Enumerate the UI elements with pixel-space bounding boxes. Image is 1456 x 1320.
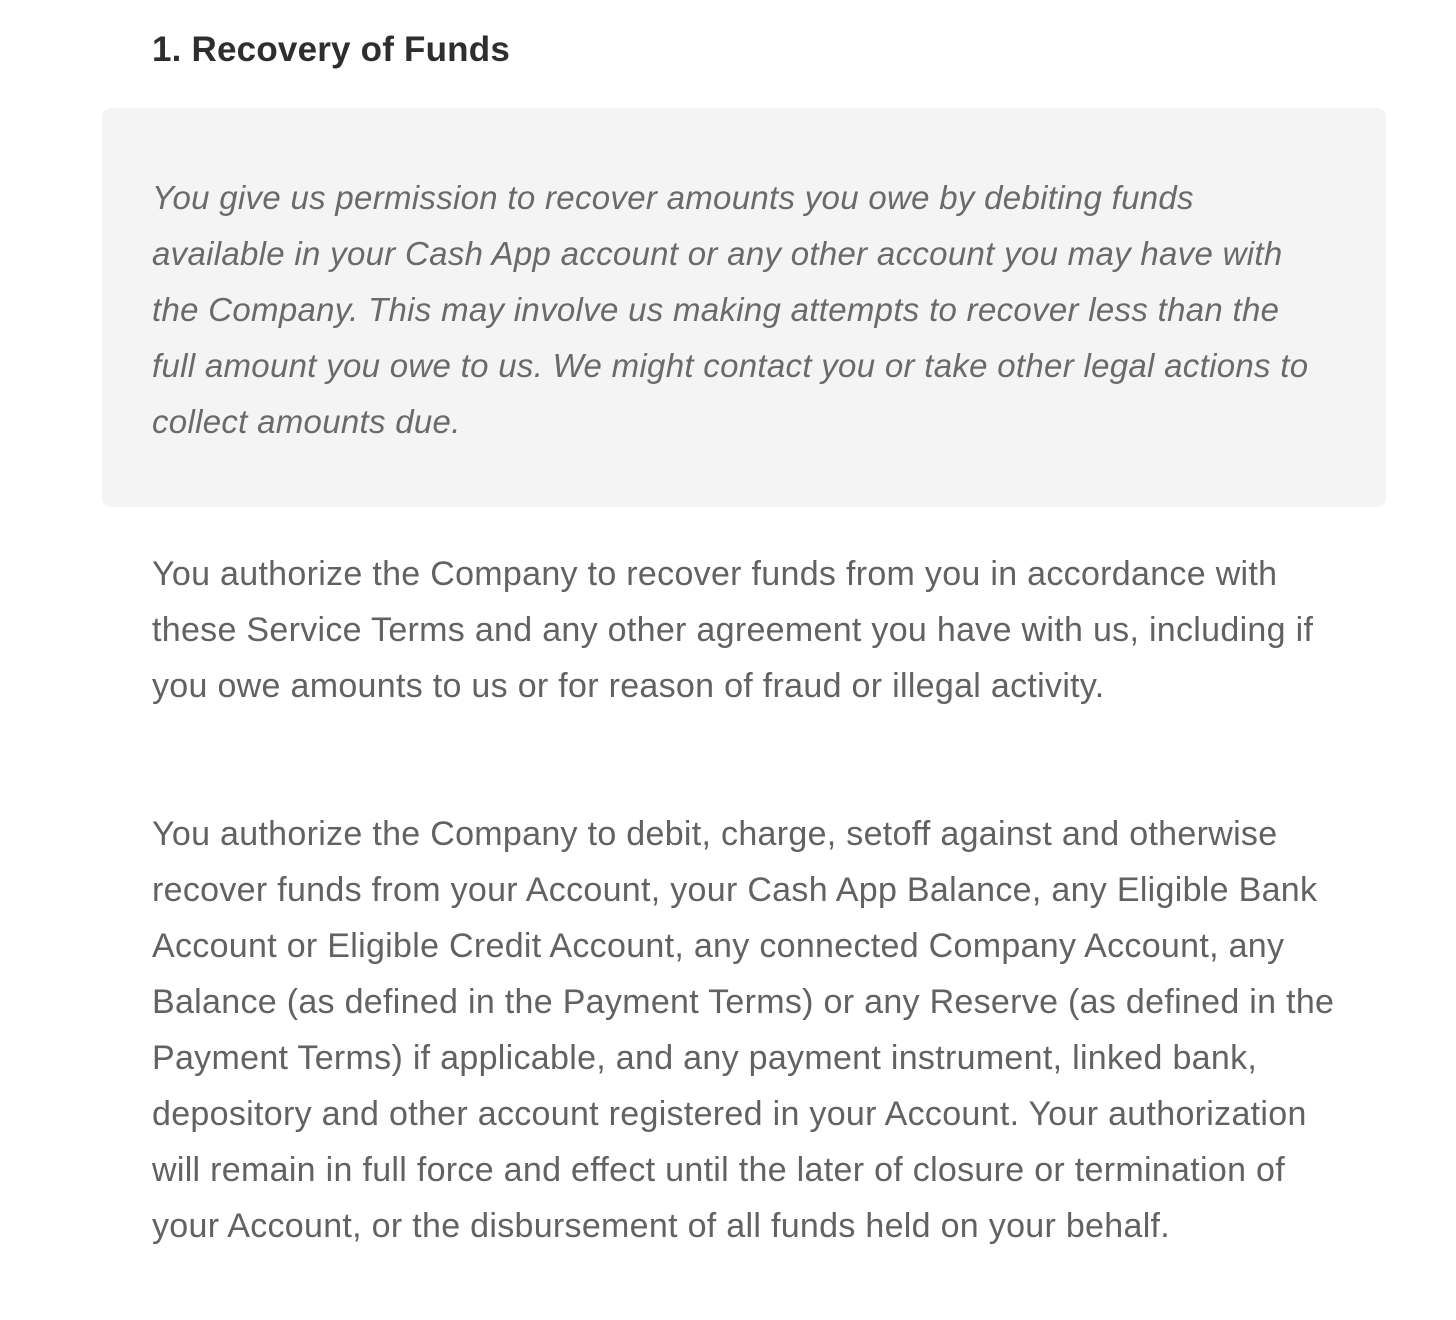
summary-text: You give us permission to recover amounts you owe by debiting funds available in your Cash App account or any other account you may have with the Company. This may involve us making attempts to recover less than the full amount you owe to us. We might contact you or take other legal actions to collect amounts due.: [152, 179, 1309, 440]
body-paragraph: You authorize the Company to debit, charge, setoff against and otherwise recover funds from your Account, your Cash App Balance, any Eligible Bank Account or Eligible Credit Account, any connected Company Account, any Balance (as defined in the Payment Terms) or any Reserve (as defined in the Payment Terms) if applicable, and any payment instrument, linked bank, depository and other account registered in your Account. Your authorization will remain in full force and effect until the later of closure or termination of your Account, or the disbursement of all funds held on your behalf.: [152, 815, 1335, 1245]
section-heading: 1. Recovery of Funds: [152, 30, 510, 69]
summary-callout: [102, 108, 1386, 507]
body-paragraph: You authorize the Company to recover funds from you in accordance with these Service Terms and any other agreement you have with us, including if you owe amounts to us or for reason of fraud or illegal activity.: [152, 555, 1314, 705]
